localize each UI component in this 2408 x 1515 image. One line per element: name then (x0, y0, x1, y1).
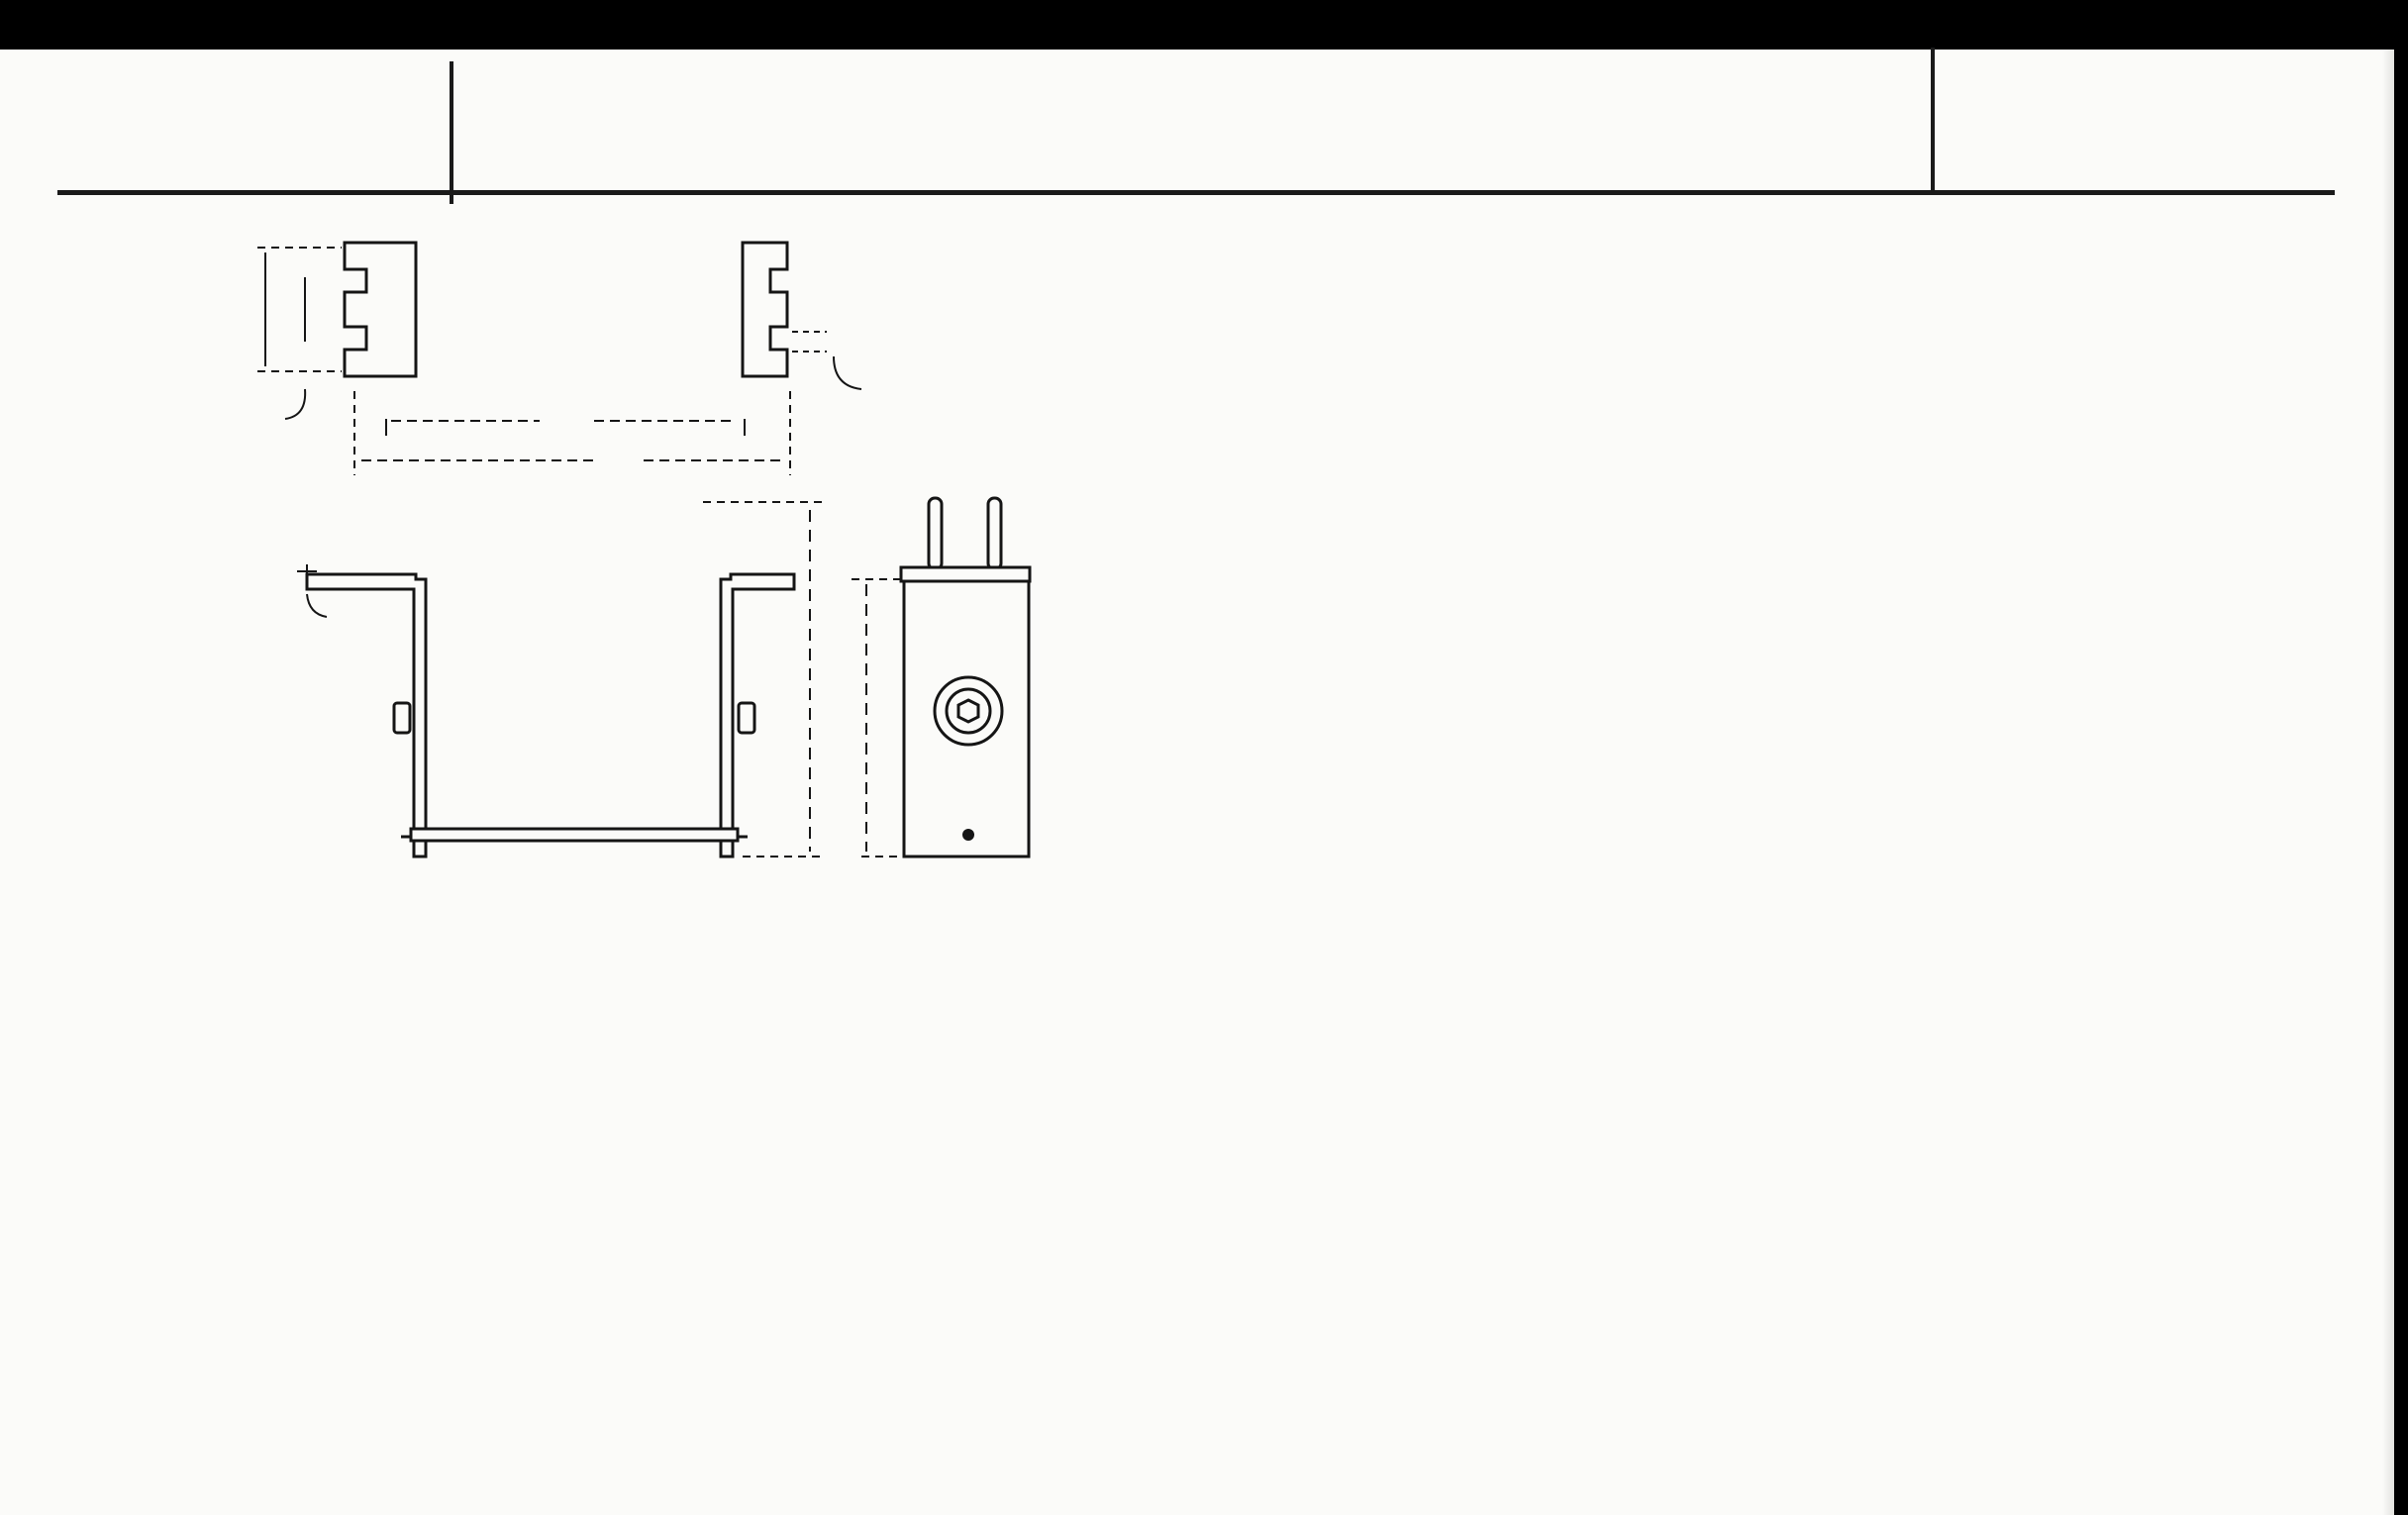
description-block (1297, 224, 2287, 228)
front-view (297, 502, 901, 857)
title-area (451, 0, 1932, 198)
top-view (257, 243, 861, 475)
header-divider-right (1931, 48, 1935, 194)
card-edge (2382, 50, 2394, 1515)
varistor-drawing (228, 223, 1089, 876)
header-divider-left (450, 61, 453, 204)
side-view (901, 498, 1030, 857)
header-rule (57, 190, 2335, 195)
